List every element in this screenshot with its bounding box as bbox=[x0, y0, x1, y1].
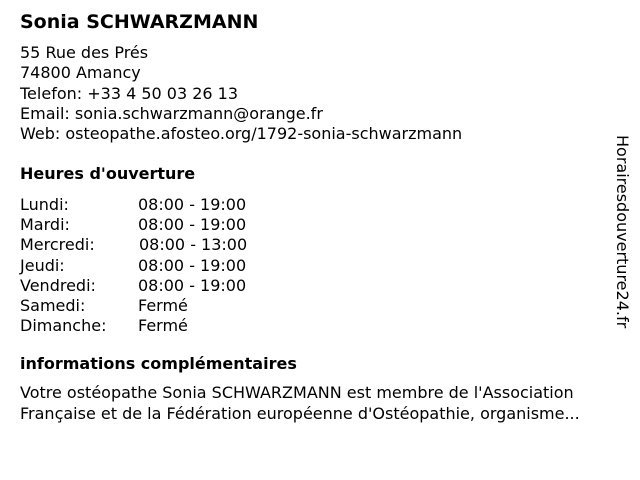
hours-time: 08:00 - 19:00 bbox=[138, 275, 247, 295]
hours-time: 08:00 - 19:00 bbox=[138, 195, 247, 214]
website-line[interactable]: Web: osteopathe.afosteo.org/1792-sonia-schwarzmann bbox=[20, 124, 463, 144]
info-line-2: Française et de la Fédération européenne d'Ostéopathie, organisme... bbox=[20, 403, 580, 423]
hours-day: Vendredi: bbox=[20, 275, 96, 295]
hours-time: Fermé bbox=[138, 295, 188, 315]
hours-day: Jeudi: bbox=[20, 255, 65, 275]
hours-day: Mercredi: bbox=[20, 235, 95, 255]
business-name: Sonia SCHWARZMANN bbox=[20, 11, 259, 33]
contact-block bbox=[20, 43, 462, 144]
info-line-1: Votre ostéopathe Sonia SCHWARZMANN est membre de l'Association bbox=[20, 383, 574, 402]
email-line[interactable]: Email: sonia.schwarzmann@orange.fr bbox=[20, 103, 323, 123]
hours-day: Samedi: bbox=[20, 295, 86, 315]
additional-info-heading: informations complémentaires bbox=[20, 354, 297, 373]
hours-time: 08:00 - 13:00 bbox=[139, 235, 248, 255]
hours-time: 08:00 - 19:00 bbox=[138, 255, 247, 275]
site-watermark: Horairesdouverture24.fr bbox=[613, 135, 632, 329]
address-street: 55 Rue des Prés bbox=[20, 43, 149, 62]
business-card bbox=[20, 0, 620, 480]
hours-day: Dimanche: bbox=[20, 316, 107, 336]
additional-info-text bbox=[20, 383, 630, 424]
hours-day: Lundi: bbox=[20, 195, 69, 214]
hours-day: Mardi: bbox=[20, 215, 70, 235]
opening-hours-heading: Heures d'ouverture bbox=[20, 164, 196, 183]
hours-time: Fermé bbox=[138, 316, 188, 336]
address-city: 74800 Amancy bbox=[20, 63, 141, 83]
hours-time: 08:00 - 19:00 bbox=[138, 215, 247, 235]
phone-line[interactable]: Telefon: +33 4 50 03 26 13 bbox=[20, 83, 239, 103]
